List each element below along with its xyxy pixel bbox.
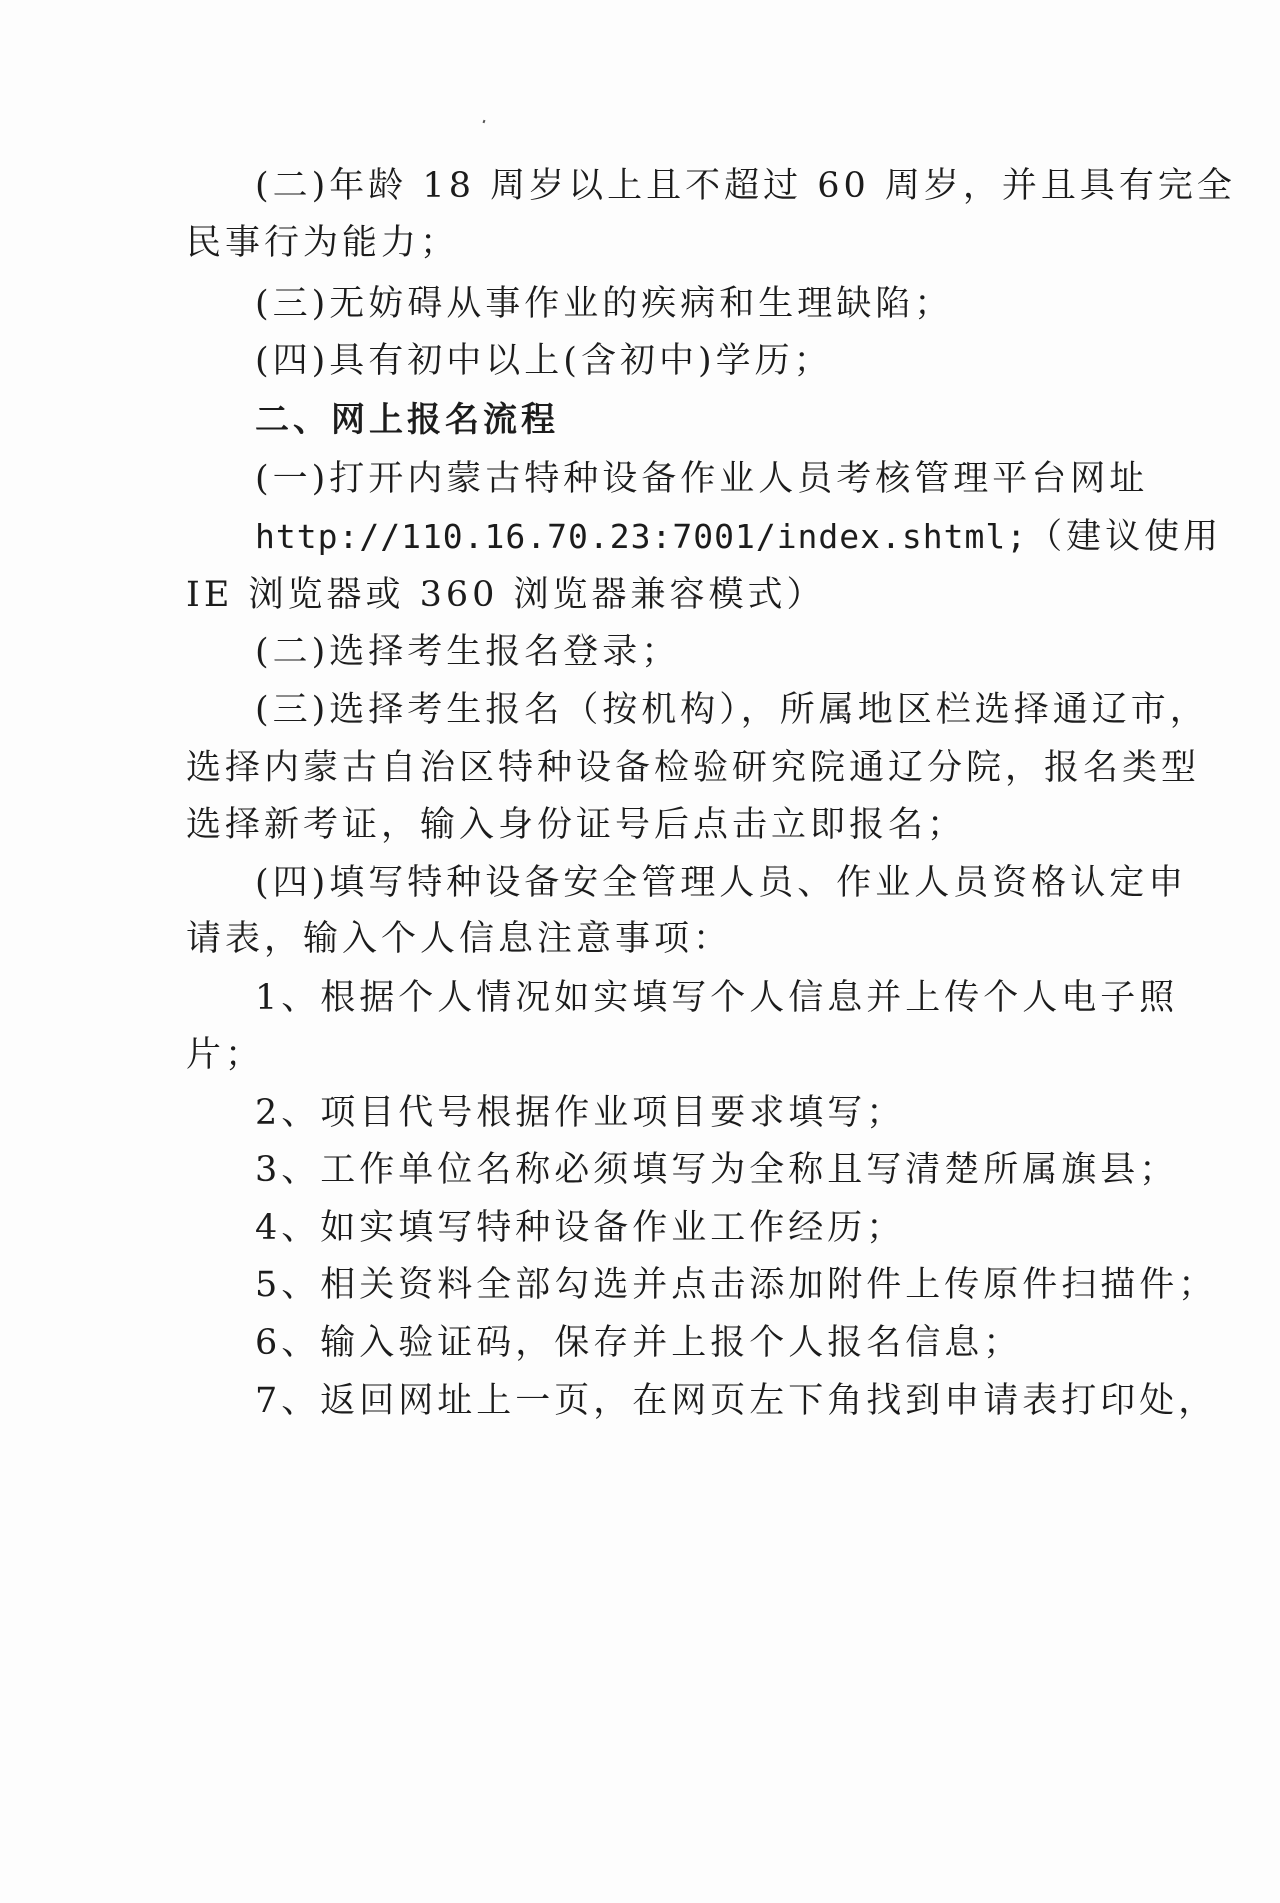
step-select-institution-cont-1: 选择内蒙古自治区特种设备检验研究院通辽分院，报名类型 — [186, 748, 1201, 788]
note-item-5: 5、相关资料全部勾选并点击添加附件上传原件扫描件； — [255, 1265, 1218, 1305]
note-item-1-cont: 片； — [186, 1035, 265, 1075]
step-fill-application-cont: 请表，输入个人信息注意事项： — [186, 919, 733, 959]
paragraph-health-requirement: (三)无妨碍从事作业的疾病和生理缺陷； — [255, 284, 954, 324]
browser-advice-cont: IE 浏览器或 360 浏览器兼容模式） — [186, 575, 826, 615]
note-item-3: 3、工作单位名称必须填写为全称且写清楚所属旗县； — [255, 1150, 1179, 1190]
step-select-login: (二)选择考生报名登录； — [255, 632, 681, 672]
note-item-6: 6、输入验证码，保存并上报个人报名信息； — [255, 1323, 1023, 1363]
browser-advice-start: （建议使用 — [1027, 517, 1223, 557]
platform-url: http://110.16.70.23:7001/index.shtml; — [255, 517, 1028, 556]
paragraph-age-requirement: (二)年龄 18 周岁以上且不超过 60 周岁，并且具有完全 — [255, 166, 1236, 206]
paragraph-education-requirement: (四)具有初中以上(含初中)学历； — [255, 341, 833, 381]
platform-url-line — [0, 515, 1280, 559]
paragraph-age-requirement-cont: 民事行为能力； — [186, 223, 460, 263]
step-open-platform: (一)打开内蒙古特种设备作业人员考核管理平台网址 — [255, 459, 1149, 499]
note-item-7: 7、返回网址上一页，在网页左下角找到申请表打印处， — [255, 1381, 1218, 1421]
note-item-1: 1、根据个人情况如实填写个人信息并上传个人电子照 — [255, 978, 1179, 1018]
note-item-2: 2、项目代号根据作业项目要求填写； — [255, 1093, 906, 1133]
note-item-4: 4、如实填写特种设备作业工作经历； — [255, 1208, 906, 1248]
scan-speck — [483, 120, 486, 124]
step-fill-application: (四)填写特种设备安全管理人员、作业人员资格认定申 — [255, 863, 1188, 903]
step-select-institution: (三)选择考生报名（按机构），所属地区栏选择通辽市， — [255, 690, 1209, 730]
section-heading-online-registration: 二、网上报名流程 — [255, 400, 559, 440]
step-select-institution-cont-2: 选择新考证，输入身份证号后点击立即报名； — [186, 805, 967, 845]
